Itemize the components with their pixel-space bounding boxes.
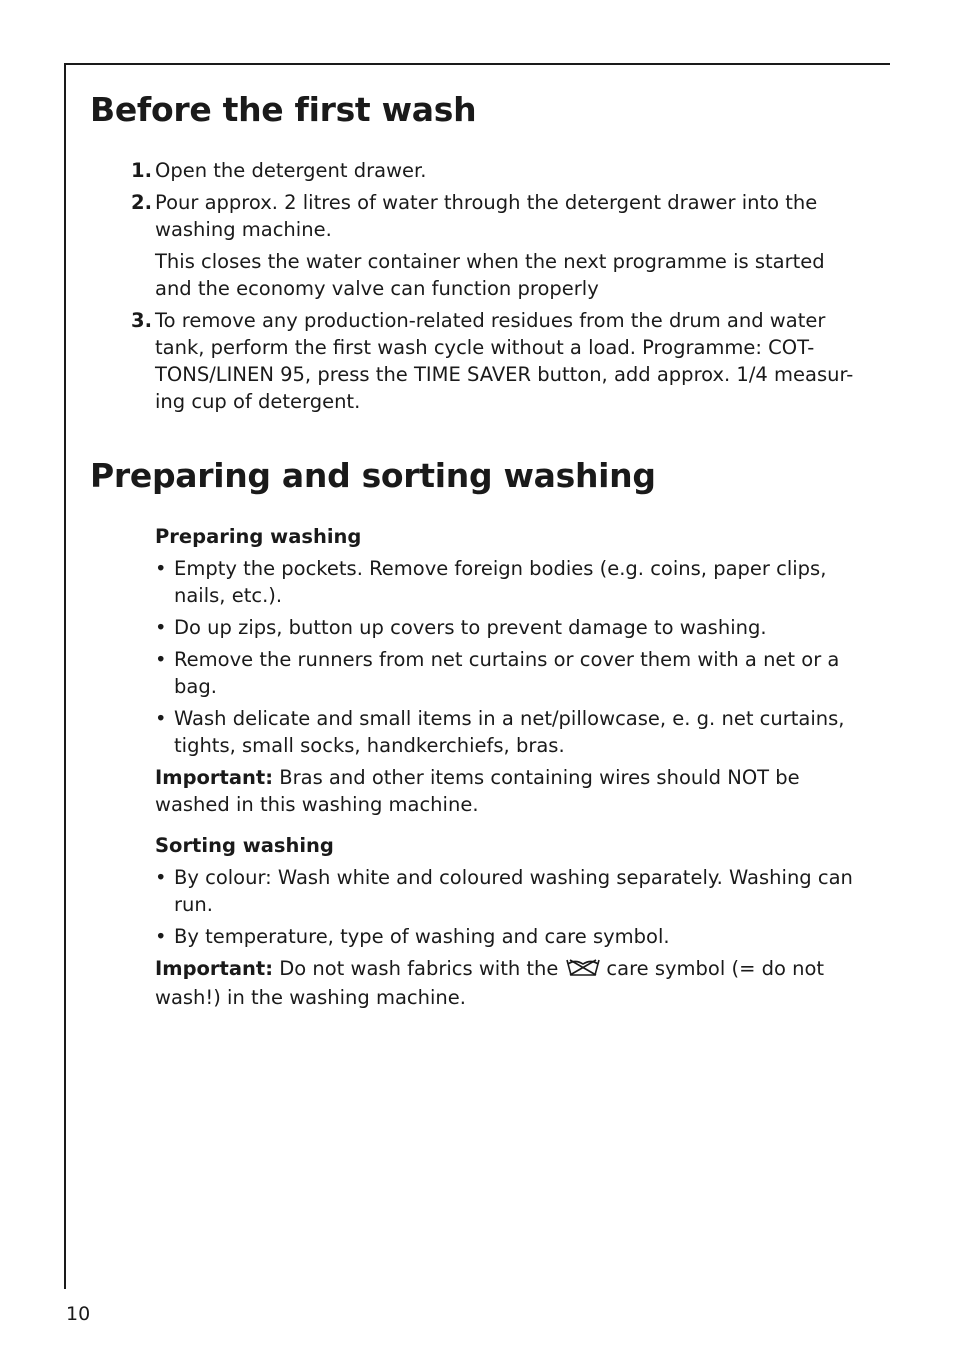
step-text: Open the detergent drawer. <box>155 159 427 182</box>
do-not-wash-icon <box>566 957 600 984</box>
bullet-text: Empty the pockets. Remove foreign bodies (e.g. coins, paper clips, nails, etc.). <box>174 557 827 607</box>
bullet-glyph: • <box>155 925 167 948</box>
step-number: 2. <box>131 191 152 214</box>
first-wash-steps <box>131 157 866 420</box>
sorting-bullet-list <box>155 864 865 950</box>
subheading-preparing: Preparing washing <box>155 525 362 548</box>
step-text: To remove any production-related residues from the drum and water tank, perform the first wash cycle without a load. Programme: COT-TONS/LINEN 95, press the TIME SAVER button, add approx. 1/4 measur-ing cup of detergent. <box>155 309 854 413</box>
important-note-wires <box>155 764 865 818</box>
bullet-text: By temperature, type of washing and care symbol. <box>174 925 670 948</box>
list-item <box>155 646 865 700</box>
step-note: This closes the water container when the next programme is started and the economy valve can function properly <box>155 250 825 300</box>
step-number: 1. <box>131 159 152 182</box>
important-text: Bras and other items containing wires should NOT be washed in this washing machine. <box>155 766 800 816</box>
list-item <box>155 555 865 609</box>
section-title-first-wash: Before the first wash <box>90 90 477 129</box>
important-label: Important: <box>155 766 274 789</box>
important-text-before: Do not wash fabrics with the <box>279 957 559 980</box>
step-number: 3. <box>131 309 152 332</box>
bullet-text: Wash delicate and small items in a net/pillowcase, e. g. net curtains, tights, small socks, handkerchiefs, bras. <box>174 707 845 757</box>
step-item <box>131 157 866 184</box>
step-item <box>131 189 866 302</box>
subheading-sorting: Sorting washing <box>155 834 334 857</box>
bullet-glyph: • <box>155 648 167 671</box>
section-title-sorting: Preparing and sorting washing <box>90 456 656 495</box>
important-note-care-symbol <box>155 955 865 1011</box>
step-item <box>131 307 866 415</box>
bullet-glyph: • <box>155 707 167 730</box>
bullet-glyph: • <box>155 866 167 889</box>
frame-top-rule <box>64 63 890 65</box>
list-item <box>155 923 865 950</box>
bullet-text: Do up zips, button up covers to prevent damage to washing. <box>174 616 767 639</box>
bullet-glyph: • <box>155 616 167 639</box>
bullet-text: By colour: Wash white and coloured washing separately. Washing can run. <box>174 866 853 916</box>
list-item <box>155 705 865 759</box>
frame-left-rule <box>64 63 66 1289</box>
bullet-text: Remove the runners from net curtains or cover them with a net or a bag. <box>174 648 840 698</box>
important-text-after: care symbol (= do not wash!) in the washing machine. <box>155 957 825 1009</box>
sorting-section-body <box>155 523 865 1011</box>
step-text: Pour approx. 2 litres of water through the detergent drawer into the washing machine. <box>155 191 818 241</box>
step-body <box>155 307 866 415</box>
important-label: Important: <box>155 957 274 980</box>
bullet-glyph: • <box>155 557 167 580</box>
list-item <box>155 864 865 918</box>
preparing-bullet-list <box>155 555 865 759</box>
list-item <box>155 614 865 641</box>
page-number: 10 <box>66 1303 91 1325</box>
step-body <box>155 157 866 184</box>
step-body <box>155 189 866 302</box>
